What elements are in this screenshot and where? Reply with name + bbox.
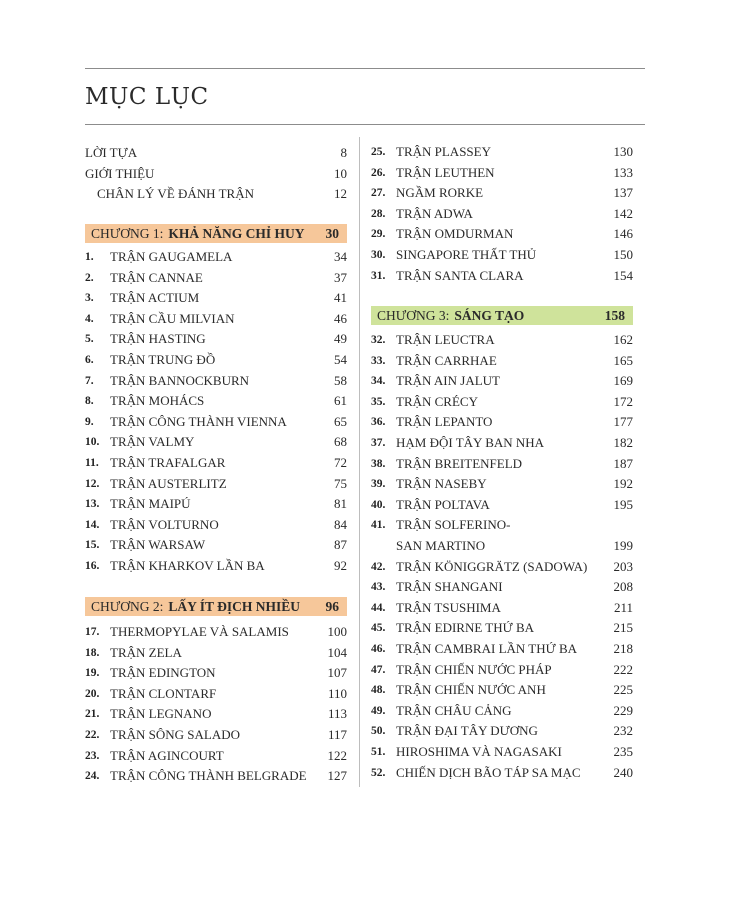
toc-entry[interactable] [85,644,347,662]
toc-entry[interactable] [371,393,633,411]
toc-entry[interactable] [371,722,633,740]
entry-number: 30. [371,249,386,261]
front-matter-title: GIỚI THIỆU [85,165,155,181]
entry-number: 36. [371,416,386,429]
front-matter-page-number: 10 [334,165,347,181]
entry-number: 28. [371,207,386,220]
entry-number: 26. [371,166,386,179]
entry-title: TRẬN AIN JALUT [396,373,500,389]
chapter-title: SÁNG TẠO [454,307,525,323]
entry-number: 11. [85,457,99,469]
toc-entry[interactable] [371,225,633,243]
entry-title: TRẬN LEUCTRA [396,332,495,347]
entry-title: TRẬN LEUTHEN [396,164,495,180]
toc-entry[interactable] [371,246,633,264]
entry-page-number: 37 [334,269,347,285]
entry-title: TRẬN LEGNANO [110,706,212,722]
entry-title: CHIẾN DỊCH BÃO TÁP SA MẠC [396,764,581,780]
entry-page-number: 142 [613,205,633,221]
toc-entry[interactable] [371,578,633,596]
entry-title: TRẬN OMDURMAN [396,226,514,242]
entry-title: TRẬN CHÂU CẢNG [396,702,512,718]
entry-page-number: 182 [613,435,633,450]
toc-entry[interactable] [85,269,347,287]
entry-title: HIROSHIMA VÀ NAGASAKI [396,744,562,759]
front-matter-page-number: 8 [340,145,347,160]
toc-entry-continuation[interactable] [371,537,633,555]
toc-entry[interactable] [371,267,633,285]
entry-page-number: 61 [334,393,347,409]
entry-page-number: 54 [334,352,347,367]
toc-entry[interactable] [85,413,347,431]
entry-title: TRẬN KÖNIGGRÄTZ (SADOWA) [396,558,588,574]
entry-number: 49. [371,704,386,717]
entry-number: 32. [371,334,386,346]
toc-entry[interactable] [371,743,633,761]
entry-page-number: 104 [327,644,347,660]
entry-title: NGẦM RORKE [396,185,484,201]
toc-entry[interactable] [371,558,633,576]
entry-title: TRẬN NASEBY [396,476,487,492]
entry-title: TRẬN CẦU MILVIAN [110,310,235,326]
entry-number: 45. [371,622,386,635]
entry-page-number: 81 [334,496,347,512]
entry-number: 4. [85,312,94,325]
entry-number: 9. [85,415,94,428]
entry-number: 43. [371,581,386,594]
entry-title: TRẬN POLTAVA [396,496,490,512]
entry-number: 3. [85,292,94,305]
toc-entry[interactable] [85,475,347,493]
entry-number: 10. [85,436,100,449]
front-matter-item[interactable] [85,144,347,162]
entry-number: 31. [371,269,386,282]
page-title: MỤC LỤC [85,84,209,110]
toc-entry[interactable] [85,330,347,348]
entry-page-number: 192 [613,476,633,492]
entry-title: TRẬN BREITENFELD [396,455,523,471]
entry-number: 50. [371,725,386,738]
toc-entry[interactable] [371,619,633,637]
entry-number: 23. [85,749,100,762]
toc-entry[interactable] [371,184,633,202]
toc-entry[interactable] [371,331,633,349]
toc-entry[interactable] [85,536,347,554]
toc-entry[interactable] [371,496,633,514]
entry-page-number: 154 [613,267,633,283]
chapter-title: KHẢ NĂNG CHỈ HUY [168,225,305,241]
entry-title: HẠM ĐỘI TÂY BAN NHA [396,435,545,450]
entry-title: TRẬN EDINGTON [110,665,216,681]
entry-number: 19. [85,667,100,680]
entry-number: 13. [85,498,100,511]
chapter-number: CHƯƠNG 3: [377,307,450,323]
toc-entry[interactable] [85,557,347,575]
entry-page-number: 208 [613,579,633,595]
entry-number: 17. [85,626,100,638]
entry-number: 5. [85,333,94,346]
toc-entry[interactable] [85,623,347,641]
entry-title: TRẬN ZELA [110,644,182,660]
entry-page-number: 137 [613,185,633,201]
entry-page-number: 165 [613,352,633,368]
entry-page-number: 41 [334,290,347,306]
entry-number: 21. [85,708,100,721]
entry-number: 15. [85,539,100,552]
entry-title: TRẬN KHARKOV LẦN BA [110,558,265,573]
chapter-number: CHƯƠNG 1: [91,225,164,241]
entry-number: 25. [371,146,386,158]
entry-page-number: 34 [334,249,347,264]
entry-title: TRẬN MOHÁCS [110,393,205,409]
entry-page-number: 146 [613,226,633,242]
entry-number: 20. [85,687,100,700]
entry-title: TRẬN VOLTURNO [110,516,219,532]
entry-title: TRẬN CÔNG THÀNH BELGRADE [110,768,307,784]
toc-entry[interactable] [371,372,633,390]
entry-number: 47. [371,663,386,676]
entry-title: TRẬN SÔNG SALADO [110,727,241,742]
entry-page-number: 72 [334,455,347,470]
entry-page-number: 187 [613,455,633,471]
entry-title: TRẬN GAUGAMELA [110,249,233,264]
entry-number: 12. [85,477,100,490]
entry-title: TRẬN LEPANTO [396,414,493,430]
front-matter-title: CHÂN LÝ VỀ ĐÁNH TRẬN [97,186,254,202]
front-matter-item[interactable] [85,185,347,203]
entry-title: SINGAPORE THẤT THỦ [396,247,537,262]
entry-number: 44. [371,601,386,614]
entry-number: 29. [371,228,386,241]
entry-title: TRẬN MAIPÚ [110,496,191,512]
entry-title: TRẬN VALMY [110,434,195,450]
toc-entry[interactable] [85,289,347,307]
toc-entry[interactable] [371,143,633,161]
toc-entry[interactable] [85,351,347,369]
toc-entry[interactable] [371,702,633,720]
toc-entry[interactable] [85,516,347,534]
toc-entry[interactable] [85,495,347,513]
entry-page-number: 113 [327,706,347,722]
toc-entry[interactable] [85,664,347,682]
entry-page-number: 130 [613,144,633,159]
entry-number: 39. [371,478,386,491]
toc-entry[interactable] [85,747,347,765]
entry-page-number: 211 [613,599,633,615]
entry-title: TRẬN CARRHAE [396,352,497,368]
chapter-heading[interactable] [85,224,347,243]
toc-entry[interactable] [371,352,633,370]
entry-page-number: 122 [327,747,347,763]
toc-entry[interactable] [371,205,633,223]
front-matter-item[interactable] [85,165,347,183]
toc-entry[interactable] [371,434,633,452]
entry-page-number: 110 [327,685,347,701]
entry-title: TRẬN ĐẠI TÂY DƯƠNG [396,723,538,739]
entry-number: 34. [371,375,386,388]
entry-number: 51. [371,746,386,758]
toc-entry[interactable] [371,599,633,617]
entry-number: 1. [85,251,94,263]
entry-title: TRẬN CAMBRAI LẦN THỨ BA [396,641,578,656]
entry-number: 6. [85,354,94,366]
entry-page-number: 225 [613,682,633,698]
entry-number: 2. [85,271,94,284]
entry-page-number: 84 [334,516,347,532]
entry-page-number: 68 [334,434,347,450]
toc-entry[interactable] [371,516,633,534]
entry-page-number: 162 [613,332,633,347]
entry-title: TRẬN SHANGANI [396,579,503,595]
entry-page-number: 46 [334,310,347,326]
entry-title: TRẬN AGINCOURT [110,747,224,763]
entry-title: TRẬN AUSTERLITZ [110,475,227,491]
toc-entry[interactable] [371,661,633,679]
toc-entry[interactable] [371,475,633,493]
entry-page-number: 215 [613,620,633,636]
entry-page-number: 75 [334,475,347,491]
entry-page-number: 169 [613,373,633,389]
chapter-page-number: 30 [325,225,339,241]
entry-page-number: 107 [327,665,347,681]
chapter-title: LẤY ÍT ĐỊCH NHIỀU [168,598,301,614]
entry-number: 33. [371,354,386,367]
title-underline [85,124,645,125]
toc-entry[interactable] [85,454,347,472]
entry-number: 46. [371,643,386,655]
chapter-number: CHƯƠNG 2: [91,598,164,614]
toc-entry[interactable] [85,705,347,723]
entry-title: TRẬN CÔNG THÀNH VIENNA [110,413,287,429]
toc-entry[interactable] [371,640,633,658]
entry-page-number: 150 [613,247,633,262]
entry-number: 22. [85,729,100,741]
chapter-page-number: 158 [604,307,625,323]
toc-entry[interactable] [371,455,633,473]
toc-entry[interactable] [85,248,347,266]
entry-title: TRẬN CRÉCY [396,393,478,409]
entry-title: TRẬN TRUNG ĐỒ [110,352,216,367]
entry-page-number: 229 [613,702,633,718]
toc-entry[interactable] [371,413,633,431]
entry-page-number: 218 [613,641,633,656]
front-matter-title: LỜI TỰA [85,145,138,160]
entry-number: 48. [371,684,386,697]
toc-entry[interactable] [85,685,347,703]
entry-page-number: 92 [334,558,347,573]
entry-page-number: 100 [327,624,347,639]
entry-page-number: 222 [613,661,633,677]
entry-page-number: 203 [613,558,633,574]
entry-number: 37. [371,437,386,449]
entry-number: 27. [371,187,386,200]
toc-entry[interactable] [371,681,633,699]
entry-title: TRẬN ADWA [396,205,473,221]
entry-number: 24. [85,770,100,783]
entry-page-number: 133 [613,164,633,180]
entry-number: 52. [371,766,386,779]
entry-title-continued: SAN MARTINO [396,538,486,553]
entry-number: 14. [85,518,100,531]
entry-title: TRẬN TRAFALGAR [110,455,226,470]
entry-page-number: 65 [334,413,347,429]
entry-title: TRẬN WARSAW [110,537,206,553]
entry-number: 7. [85,374,94,387]
entry-title: TRẬN CHIẾN NƯỚC ANH [396,682,546,698]
entry-title: TRẬN CANNAE [110,269,203,285]
entry-page-number: 232 [613,723,633,739]
entry-page-number: 195 [613,496,633,512]
entry-number: 41. [371,519,386,532]
entry-title: TRẬN SOLFERINO- [396,517,511,533]
entry-page-number: 117 [327,727,347,742]
entry-number: 42. [371,560,386,573]
entry-title: TRẬN EDIRNE THỨ BA [396,620,535,636]
entry-title: TRẬN ACTIUM [110,290,200,306]
front-matter-page-number: 12 [334,186,347,202]
entry-number: 16. [85,560,100,572]
toc-entry[interactable] [85,310,347,328]
toc-entry[interactable] [85,767,347,785]
entry-number: 38. [371,457,386,470]
entry-title: TRẬN HASTING [110,331,206,347]
entry-title: TRẬN CHIẾN NƯỚC PHÁP [396,661,552,677]
entry-title: TRẬN TSUSHIMA [396,599,501,615]
toc-entry[interactable] [371,764,633,782]
entry-page-number: 58 [334,372,347,388]
entry-title: TRẬN SANTA CLARA [396,267,524,283]
entry-page-number: 172 [613,393,633,409]
entry-page-number: 87 [334,537,347,553]
entry-page-number: 49 [334,331,347,347]
entry-page-number: 199 [613,538,633,553]
entry-title: TRẬN PLASSEY [396,144,491,159]
top-rule [85,68,645,69]
entry-number: 8. [85,395,94,408]
entry-title: THERMOPYLAE VÀ SALAMIS [110,624,289,639]
toc-entry[interactable] [85,372,347,390]
toc-entry[interactable] [371,164,633,182]
column-divider [359,137,360,787]
chapter-heading[interactable] [371,306,633,325]
toc-entry[interactable] [85,433,347,451]
chapter-page-number: 96 [325,598,339,614]
entry-title: TRẬN CLONTARF [110,685,217,701]
entry-number: 18. [85,646,100,659]
entry-number: 40. [371,498,386,511]
chapter-heading[interactable] [85,597,347,616]
entry-page-number: 235 [613,744,633,759]
toc-entry[interactable] [85,392,347,410]
entry-title: TRẬN BANNOCKBURN [110,372,250,388]
entry-page-number: 240 [613,764,633,780]
toc-entry[interactable] [85,726,347,744]
entry-page-number: 127 [327,768,347,784]
entry-number: 35. [371,395,386,408]
entry-page-number: 177 [613,414,633,430]
